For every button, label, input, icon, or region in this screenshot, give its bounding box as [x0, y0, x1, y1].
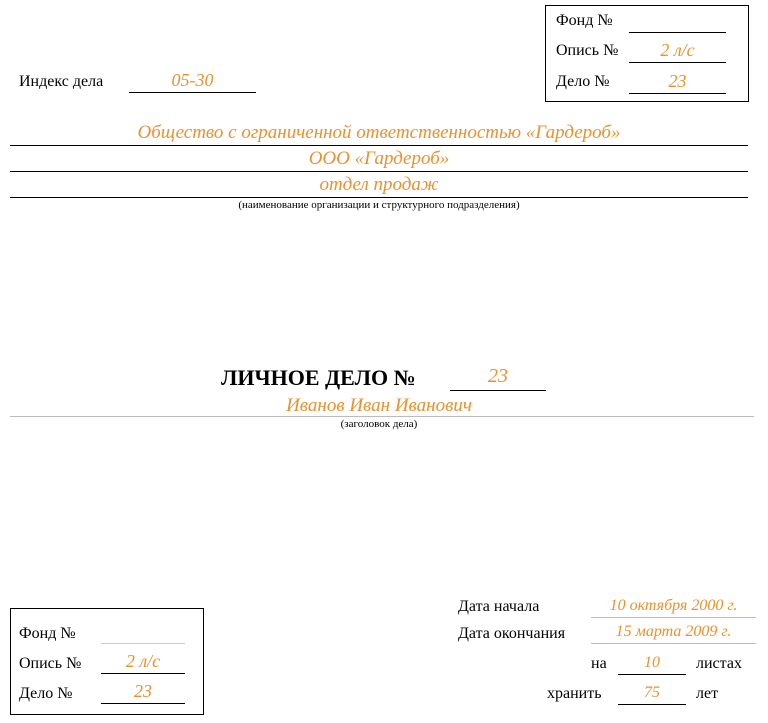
top-opis-field[interactable]: 2 л/с	[629, 40, 726, 63]
organization-short-name-rule	[10, 171, 748, 172]
department-name: отдел продаж	[319, 174, 439, 195]
case-person-rule	[10, 416, 754, 417]
case-number-field[interactable]: 23	[450, 366, 546, 391]
bottom-fond-field[interactable]	[101, 623, 185, 644]
keep-prefix: хранить	[547, 685, 602, 702]
index-field[interactable]: 05-30	[129, 70, 256, 93]
case-caption: (заголовок дела)	[340, 418, 418, 430]
start-date-label: Дата начала	[458, 598, 540, 615]
index-label: Индекс дела	[19, 73, 104, 90]
case-title: ЛИЧНОЕ ДЕЛО №	[221, 365, 416, 390]
bottom-delo-label: Дело №	[19, 685, 73, 702]
organization-full-name: Общество с ограниченной ответственностью «Гардероб»	[137, 122, 621, 143]
top-delo-label: Дело №	[556, 73, 610, 90]
sheets-prefix: на	[591, 655, 607, 672]
case-person-name: Иванов Иван Иванович	[286, 395, 472, 416]
sheets-count-field[interactable]: 10	[618, 653, 686, 675]
bottom-opis-label: Опись №	[19, 655, 82, 672]
end-date-field[interactable]: 15 марта 2009 г.	[591, 622, 756, 644]
organization-short-name: ООО «Гардероб»	[308, 148, 450, 169]
keep-suffix: лет	[696, 685, 719, 702]
top-fond-field[interactable]	[629, 12, 726, 33]
bottom-delo-field[interactable]: 23	[101, 681, 185, 704]
top-opis-label: Опись №	[556, 42, 619, 59]
bottom-fond-label: Фонд №	[19, 625, 76, 642]
sheets-suffix: листах	[696, 655, 742, 672]
end-date-label: Дата окончания	[458, 625, 566, 642]
top-delo-field[interactable]: 23	[629, 71, 726, 94]
start-date-field[interactable]: 10 октября 2000 г.	[591, 596, 756, 618]
department-rule	[10, 197, 748, 198]
keep-years-field[interactable]: 75	[618, 683, 686, 705]
top-fond-label: Фонд №	[556, 12, 613, 29]
bottom-opis-field[interactable]: 2 л/с	[101, 651, 185, 674]
organization-caption: (наименование организации и структурного подразделения)	[238, 199, 520, 211]
organization-full-name-rule	[10, 145, 748, 146]
